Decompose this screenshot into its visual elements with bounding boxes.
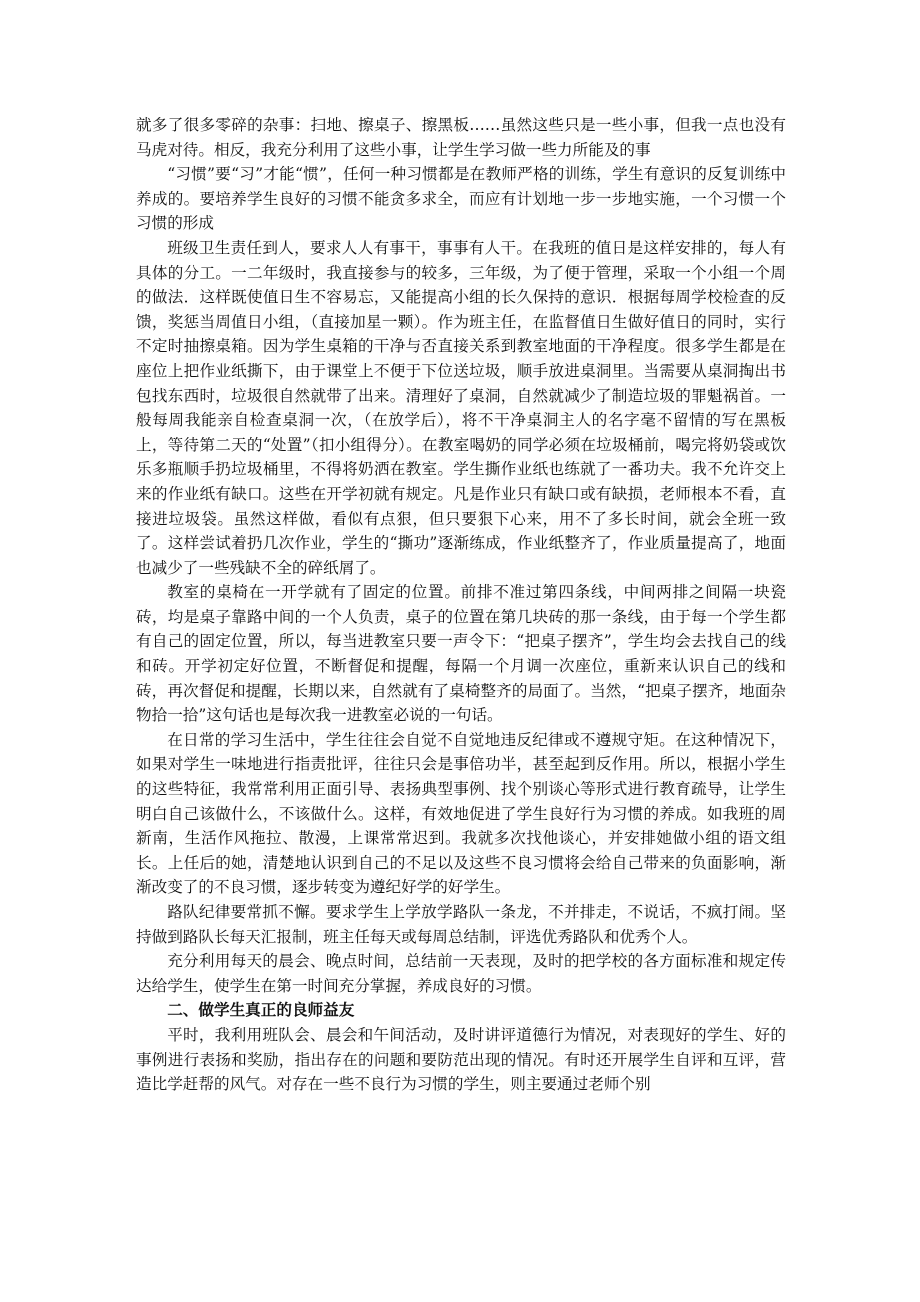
paragraph-final: 平时，我利用班队会、晨会和午间活动，及时讲评道德行为情况，对表现好的学生、好的事例进行表扬和奖励，指出存在的问题和要防范出现的情况。有时还开展学生自评和互评，营造比学赶帮的风气。对存在一些不良行为习惯的学生，则主要通过老师个别: [136, 1025, 786, 1094]
paragraph-4: 教室的桌椅在一开学就有了固定的位置。前排不准过第四条线，中间两排之间隔一块瓷砖，均是桌子靠路中间的一个人负责，桌子的位置在第几块砖的那一条线，由于每一个学生都有自己的固定位置，所以，每当进教室只要一声令下：“把桌子摆齐”，学生均会去找自己的线和砖。开学初定好位置，不断督促和提醒，每隔一个月调一次座位，重新来认识自己的线和砖，再次督促和提醒，长期以来，自然就有了桌椅整齐的局面了。当然，“把桌子摆齐，地面杂物拾一拾”这句话也是每次我一进教室必说的一句话。: [136, 583, 786, 725]
paragraph-2: “习惯”要“习”才能“惯”，任何一种习惯都是在教师严格的训练，学生有意识的反复训练中养成的。要培养学生良好的习惯不能贪多求全，而应有计划地一步一步地实施，一个习惯一个习惯的形成: [136, 165, 786, 233]
paragraph-1: 就多了很多零碎的杂事：扫地、擦桌子、擦黑板……虽然这些只是一些小事，但我一点也没有马虎对待。相反，我充分利用了这些小事，让学生学习做一些力所能及的事: [136, 116, 786, 159]
paragraph-3: 班级卫生责任到人，要求人人有事干，事事有人干。在我班的值日是这样安排的，每人有具体的分工。一二年级时，我直接参与的较多，三年级，为了便于管理，采取一个小组一个周的做法．这样既使值日生不容易忘，又能提高小组的长久保持的意识．根据每周学校检查的反馈，奖惩当周值日小组，（直接加星一颗）。作为班主任，在监督值日生做好值日的同时，实行不定时抽擦桌箱。因为学生桌箱的干净与否直接关系到教室地面的干净程度。很多学生都是在座位上把作业纸撕下，由于课堂上不便于下位送垃圾，顺手放进桌洞里。当需要从桌洞掏出书包找东西时，垃圾很自然就带了出来。清理好了桌洞，自然就减少了制造垃圾的罪魁祸首。一般每周我能亲自检查桌洞一次，（在放学后），将不干净桌洞主人的名字毫不留情的写在黑板上，等待第二天的“处置”（扣小组得分）。在教室喝奶的同学必须在垃圾桶前，喝完将奶袋或饮乐多瓶顺手扔垃圾桶里，不得将奶洒在教室。学生撕作业纸也练就了一番功夫。我不允许交上来的作业纸有缺口。这些在开学初就有规定。凡是作业只有缺口或有缺损，老师根本不看，直接进垃圾袋。虽然这样做，看似有点狠，但只要狠下心来，用不了多长时间，就会全班一致了。这样尝试着扔几次作业，学生的“撕功”逐渐练成，作业纸整齐了，作业质量提高了，地面也减少了一些残缺不全的碎纸屑了。: [136, 238, 786, 577]
document-page: [136, 113, 786, 1097]
paragraph-6: 路队纪律要常抓不懈。要求学生上学放学路队一条龙，不并排走，不说话，不疯打闹。坚持做到路队长每天汇报制，班主任每天或每周总结制，评选优秀路队和优秀个人。: [136, 903, 786, 946]
paragraph-5: 在日常的学习生活中，学生往往会自觉不自觉地违反纪律或不遵规守矩。在这种情况下，如果对学生一味地进行指责批评，往往只会是事倍功半，甚至起到反作用。所以，根据小学生的这些特征，我常常利用正面引导、表扬典型事例、找个别谈心等形式进行教育疏导，让学生明白自己该做什么，不该做什么。这样，有效地促进了学生良好行为习惯的养成。如我班的周新南，生活作风拖拉、散漫，上课常常迟到。我就多次找他谈心，并安排她做小组的语文组长。上任后的她，清楚地认识到自己的不足以及这些不良习惯将会给自己带来的负面影响，渐渐改变了的不良习惯，逐步转变为遵纪好学的好学生。: [136, 730, 786, 897]
section-heading: 二、做学生真正的良师益友: [167, 1001, 355, 1020]
paragraph-7: 充分利用每天的晨会、晚点时间，总结前一天表现，及时的把学校的各方面标准和规定传达给学生，使学生在第一时间充分掌握，养成良好的习惯。: [136, 952, 786, 995]
